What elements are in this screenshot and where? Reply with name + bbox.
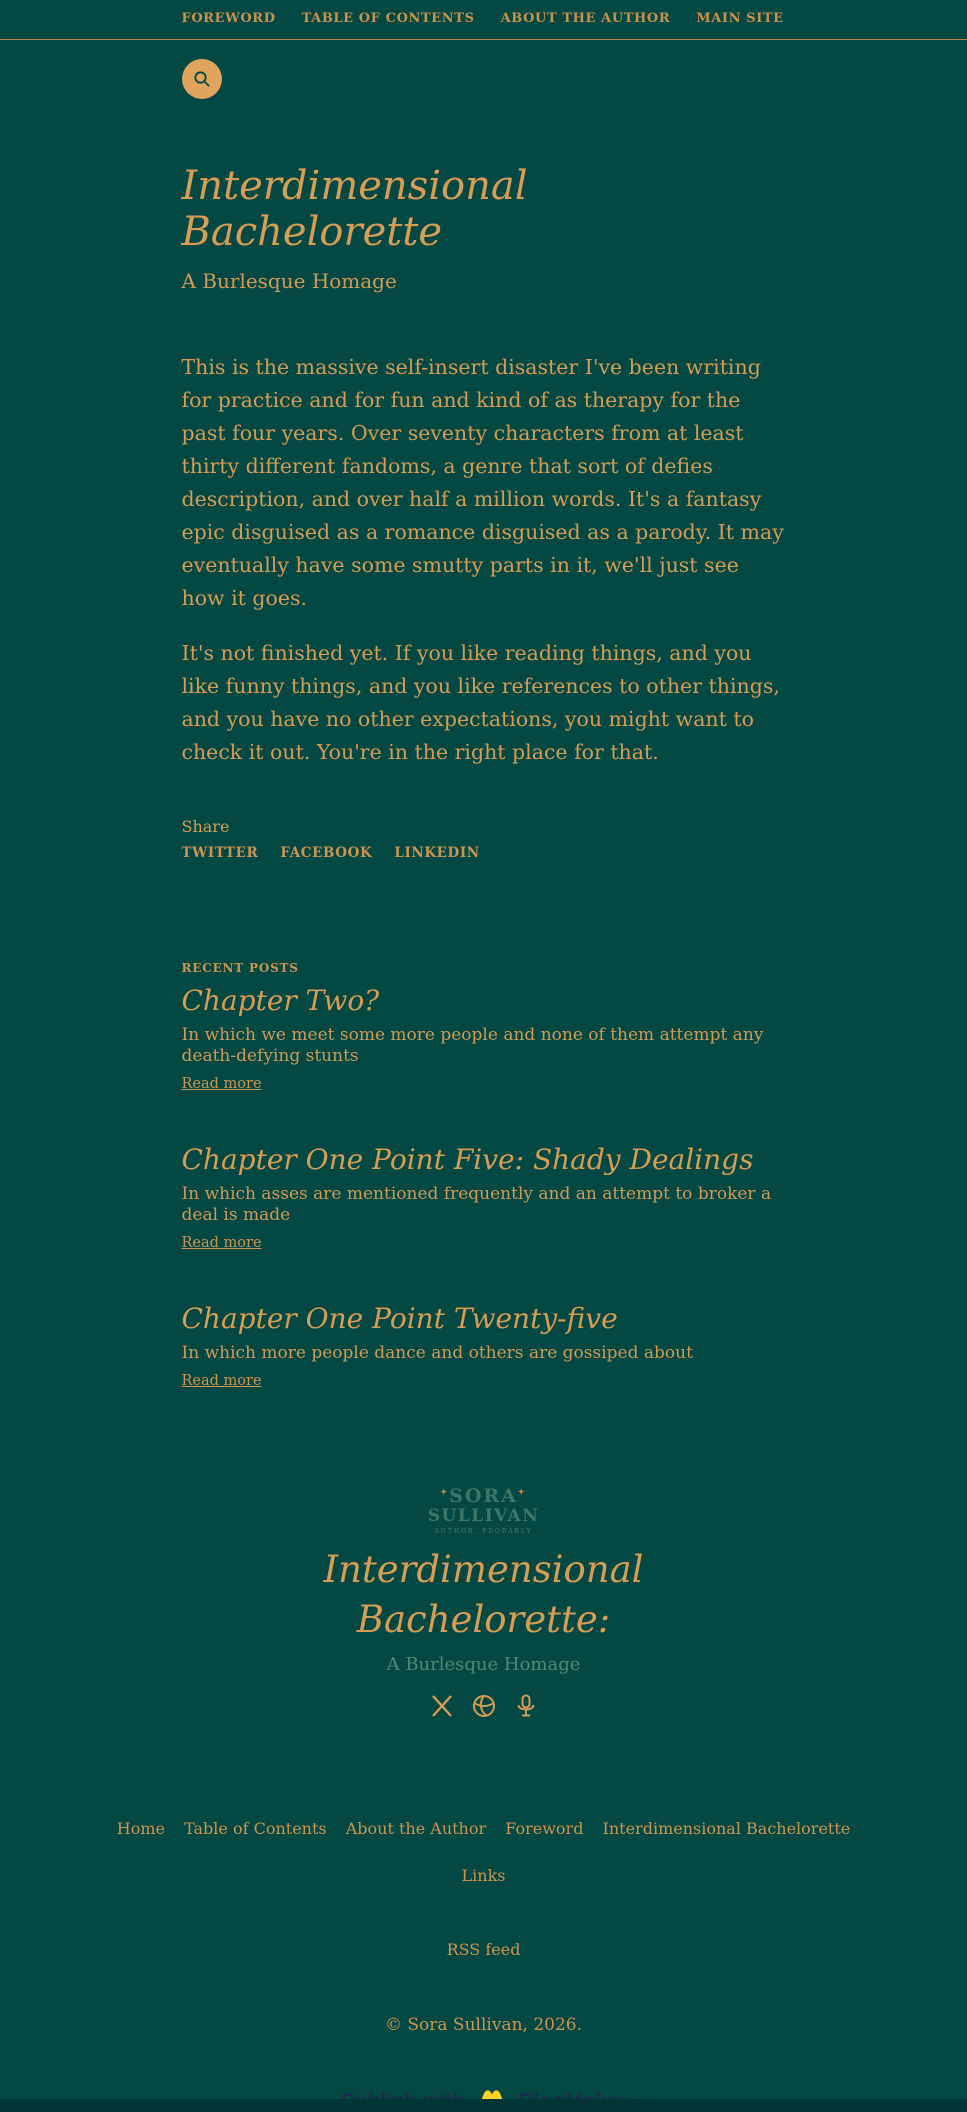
post-description: In which asses are mentioned frequently and an attempt to broker a deal is made <box>181 1184 772 1225</box>
podcast-social-link[interactable] <box>513 1693 539 1719</box>
share-linkedin-link[interactable]: LINKEDIN <box>394 845 480 861</box>
search-icon <box>193 70 211 88</box>
footer-subtitle: A Burlesque Homage <box>386 1654 581 1675</box>
post-item <box>182 1142 786 1251</box>
top-nav <box>0 0 967 40</box>
footer-link-foreword[interactable]: Foreword <box>505 1819 584 1838</box>
footer-link-interdimensional-bachelorette[interactable]: Interdimensional Bachelorette <box>602 1819 851 1838</box>
x-icon <box>429 1693 455 1719</box>
page-title: Interdimensional Bachelorette <box>181 163 528 255</box>
copyright-notice: © Sora Sullivan, 2026. <box>384 2015 583 2035</box>
globe-icon <box>471 1693 497 1719</box>
share-links <box>182 845 786 861</box>
article-paragraph: This is the massive self-insert disaster I've been writing for practice and for fun and kind of as therapy for the past four years. Over seventy characters from at least thirty different fandoms, a genre that sort of defies description, and over half a million words. It's a fantasy epic disguised as a romance disguised as a parody. It may eventually have some smutty parts in it, we'll just see how it goes. <box>181 355 784 610</box>
post-description: In which we meet some more people and none of them attempt any death-defying stunts <box>181 1025 764 1066</box>
post-item <box>182 983 786 1092</box>
post-title: Chapter One Point Five: Shady Dealings <box>181 1143 754 1176</box>
read-more-link[interactable]: Read more <box>181 1235 262 1251</box>
footer-link-home[interactable]: Home <box>116 1819 165 1838</box>
nav-item-foreword[interactable]: FOREWORD <box>181 11 276 26</box>
footer-title: Interdimensional Bachelorette: <box>323 1548 644 1641</box>
website-social-link[interactable] <box>471 1693 497 1719</box>
post-title: Chapter Two? <box>181 984 380 1017</box>
post-description: In which more people dance and others are gossiped about <box>181 1343 693 1363</box>
article-paragraph: It's not finished yet. If you like reading things, and you like funny things, and you like references to other things, and you have no other expectations, you might want to check it out. You're in the right place for that. <box>181 641 780 764</box>
main-article <box>182 163 786 861</box>
bottom-bar <box>0 2099 967 2112</box>
read-more-link[interactable]: Read more <box>181 1373 262 1389</box>
read-more-link[interactable]: Read more <box>181 1076 262 1092</box>
social-links <box>0 1693 967 1719</box>
sparkle-icon: ✦ <box>517 1486 527 1497</box>
share-facebook-link[interactable]: FACEBOOK <box>280 845 373 861</box>
recent-posts-section <box>182 961 786 1389</box>
share-label: Share <box>181 817 230 836</box>
recent-posts-heading: RECENT POSTS <box>181 961 299 975</box>
logo-text-sullivan: SULLIVAN <box>427 1506 540 1526</box>
footer-link-table-of-contents[interactable]: Table of Contents <box>184 1819 327 1838</box>
footer-links-row <box>0 1819 967 1838</box>
rss-feed-link[interactable]: RSS feed <box>446 1940 521 1959</box>
footer-links-label-row <box>0 1866 967 1885</box>
site-logo <box>0 1487 967 1535</box>
page-footer <box>0 1487 967 2112</box>
post-title: Chapter One Point Twenty-five <box>181 1302 618 1335</box>
microphone-icon <box>513 1693 539 1719</box>
logo-text-sora: ✦SORA✦ <box>440 1485 527 1507</box>
nav-item-main-site[interactable]: MAIN SITE <box>696 11 784 26</box>
nav-item-table-of-contents[interactable]: TABLE OF CONTENTS <box>301 11 475 26</box>
nav-item-about-the-author[interactable]: ABOUT THE AUTHOR <box>500 11 671 26</box>
footer-link-links[interactable]: Links <box>461 1866 506 1885</box>
logo-tagline: AUTHOR, PROBABLY <box>434 1528 533 1535</box>
share-twitter-link[interactable]: TWITTER <box>181 845 259 861</box>
search-button[interactable] <box>182 59 222 99</box>
post-item <box>182 1301 786 1389</box>
x-social-link[interactable] <box>429 1693 455 1719</box>
footer-link-about-the-author[interactable]: About the Author <box>345 1819 487 1838</box>
sparkle-icon: ✦ <box>440 1486 450 1497</box>
rss-row <box>0 1940 967 1959</box>
page-subtitle: A Burlesque Homage <box>181 269 397 293</box>
